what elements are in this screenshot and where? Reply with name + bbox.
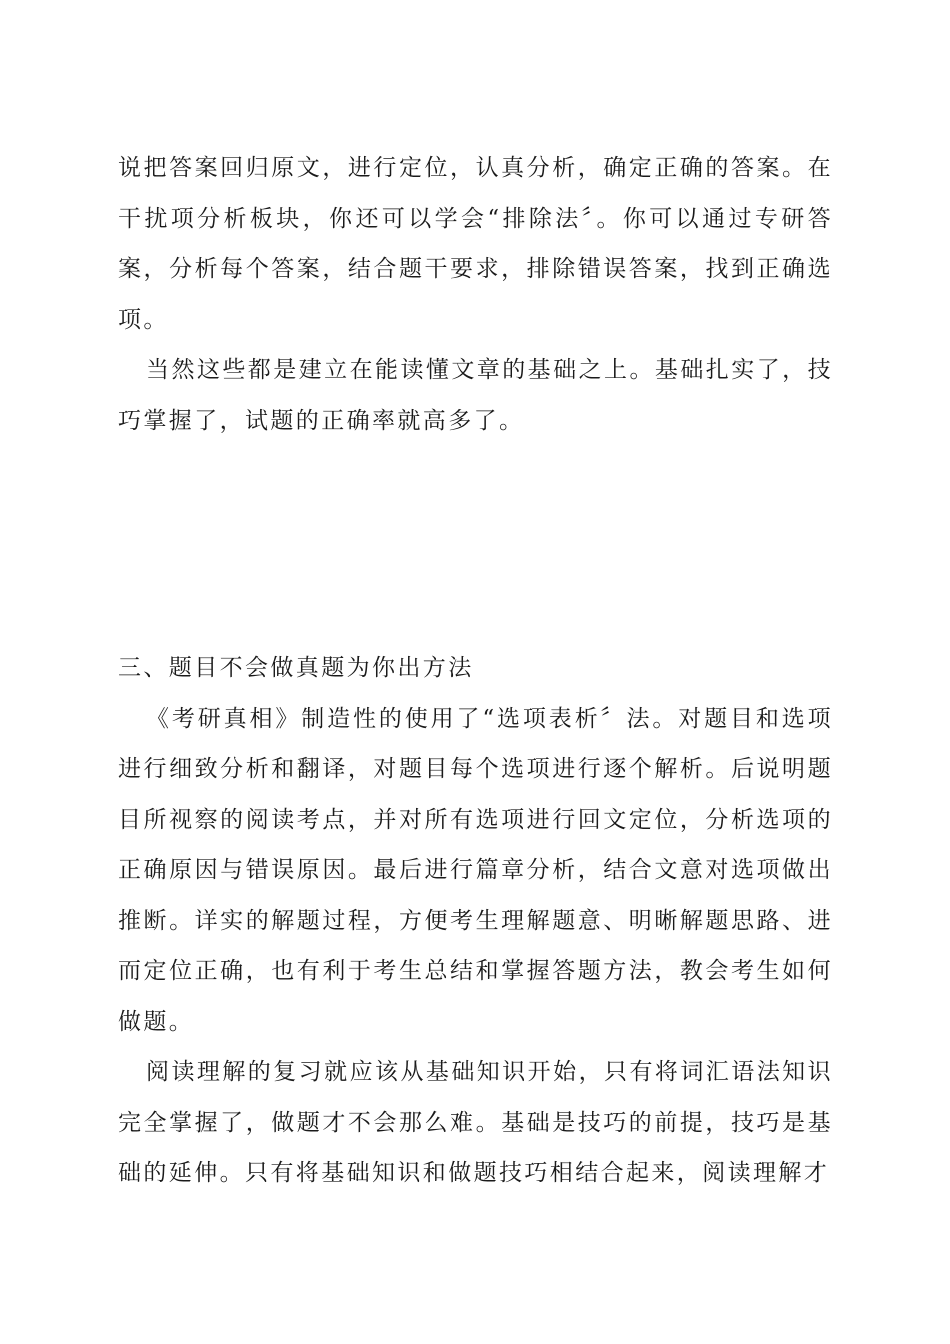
paragraph-foundation: 当然这些都是建立在能读懂文章的基础之上。基础扎实了，技巧掌握了，试题的正确率就高多了。 <box>118 357 833 434</box>
paragraph-answer-analysis: 说把答案回归原文，进行定位，认真分析，确定正确的答案。在干扰项分析板块，你还可以学会“排除法〞。你可以通过专研答案，分析每个答案，结合题干要求，排除错误答案，找到正确选项。 <box>118 155 833 333</box>
section-heading: 三、题目不会做真题为你出方法 <box>118 655 474 681</box>
paragraph-reading-review: 阅读理解的复习就应该从基础知识开始，只有将词汇语法知识完全掌握了，做题才不会那么难。基础是技巧的前提，技巧是基础的延伸。只有将基础知识和做题技巧相结合起来，阅读理解才 <box>118 1059 833 1186</box>
top-text-block <box>118 143 833 446</box>
paragraph-option-analysis: 《考研真相》制造性的使用了“选项表析〞法。对题目和选项进行细致分析和翻译，对题目每个选项进行逐个解析。后说明题目所视察的阅读考点，并对所有选项进行回文定位，分析选项的正确原因与错误原因。最后进行篇章分析，结合文意对选项做出推断。详实的解题过程，方便考生理解题意、明晰解题思路、进而定位正确，也有利于考生总结和掌握答题方法，教会考生如何做题。 <box>118 705 833 1035</box>
section-three-block <box>118 643 833 1199</box>
